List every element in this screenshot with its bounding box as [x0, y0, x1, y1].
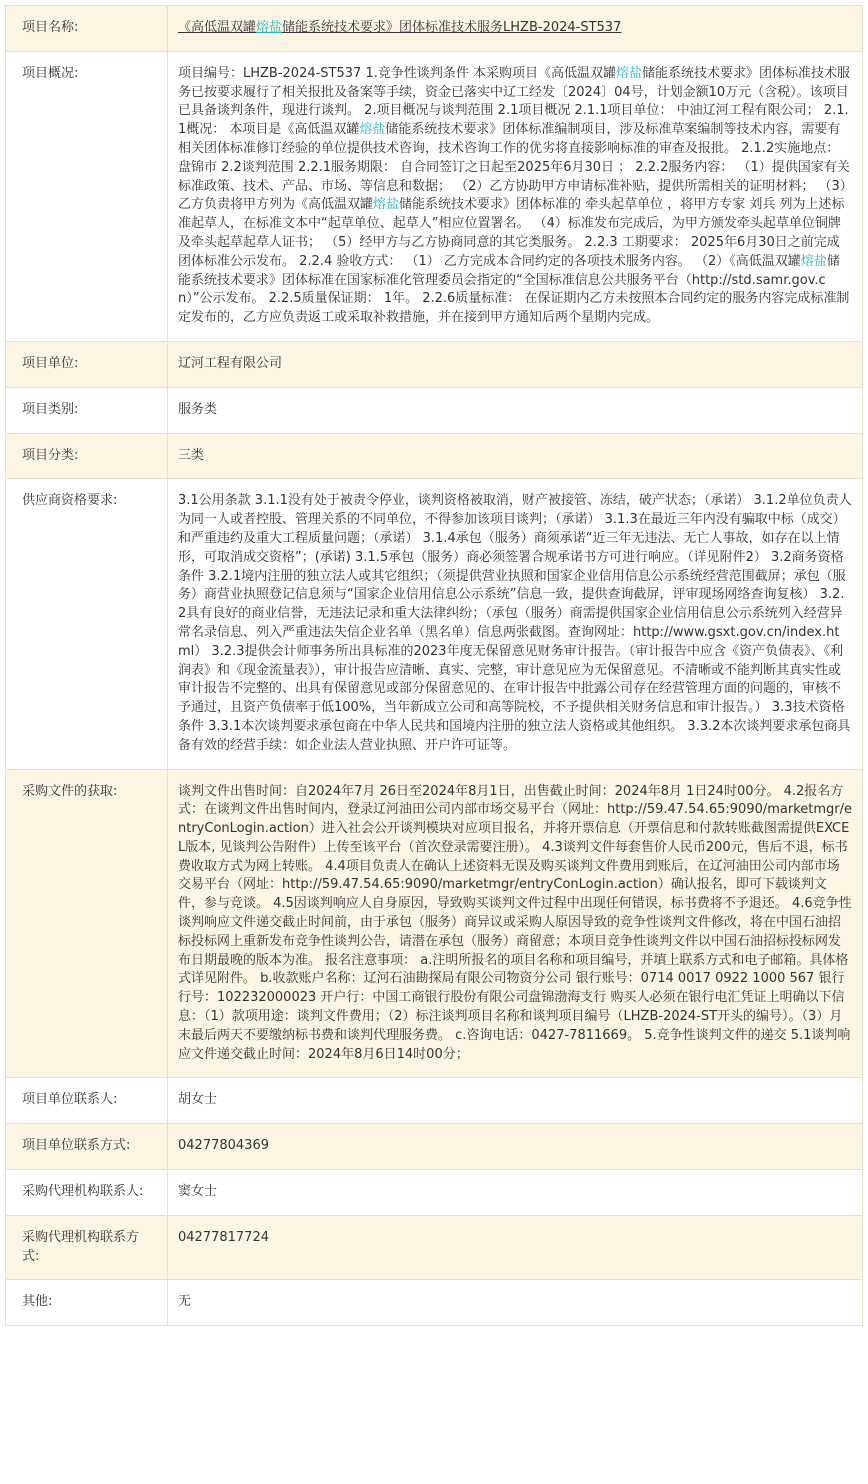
value-text: 无 — [178, 1294, 192, 1310]
unit-contact-phone-label: 项目单位联系方式: — [6, 1124, 168, 1170]
project-category-value — [168, 387, 863, 433]
value-text: 储能系统技术要求》团体标准技术服务已按要求履行了相关报批及备案等手续，资金已落实中辽工经发〔2024〕04号，计划金额10万元（含税）。该项目已具备谈判条件，现进行谈判。 2.项目概况与谈判范围 2.1项目概况 2.1.1项目单位： 中油辽河工程有限公司； 2.1.1概况： 本项目是《高低温双罐 — [178, 65, 851, 138]
agency-contact-value — [168, 1170, 863, 1216]
project-class-label: 项目分类: — [6, 433, 168, 479]
agency-contact-phone-row — [6, 1215, 863, 1280]
value-text: 3.1公用条款 3.1.1没有处于被责令停业，谈判资格被取消，财产被接管、冻结，破产状态；（承诺） 3.1.2单位负责人为同一人或者控股、管理关系的不同单位，不得参加该项目谈判；（承诺） 3.1.3在最近三年内没有骗取中标（成交）和严重违约及重大工程质量问题；（承诺） 3.1.4承包（服务）商须承诺“近三年无违法、无亡人事故，如存在以上情形，可取消成交资格”；(承诺) 3.1.5承包（服务）商必须签署合规承诺书方可进行响应。（详见附件2） 3.2商务资格条件 3.2.1境内注册的独立法人或其它组织；（须提供营业执照和国家企业信用信息公示系统经营范围截屏；承包（服务）商营业执照登记信息须与“国家企业信用信息公示系统”信息一致，提供查询截屏，评审现场网络查询复核） 3.2.2具有良好的商业信誉，无违法记录和重大法律纠纷；（承包（服务）商需提供国家企业信用信息公示系统列入经营异常名录信息、列入严重违法失信企业名单（黑名单）信息两张截图。查询网址：http://www.gsxt.gov.cn/index.html） 3.2.3提供会计师事务所出具标准的2023年度无保留意见财务审计报告。（审计报告中应含《资产负债表》、《利润表》和《现金流量表》），审计报告应清晰、真实、完整，审计意见应为无保留意见。不清晰或不能判断其真实性或审计报告不完整的、出具有保留意见或部分保留意见的、在审计报告中批露公司存在经营管理方面的问题的，审核不予通过，且资产负债率于低100%，当年新成立公司和高等院校，不予提供相关财务信息和审计报告。） 3.3技术资格条件 3.3.1本次谈判要求承包商在中华人民共和国境内注册的独立法人资格或其他组织。 3.3.2本次谈判要求承包商具备有效的经营手续：如企业法人营业执照、开户许可证等。 — [178, 493, 852, 753]
supplier-qualification-label: 供应商资格要求: — [6, 479, 168, 769]
value-text[interactable]: 储能系统技术要求》团体标准技术服务LHZB-2024-ST537 — [282, 20, 622, 35]
project-category-row — [6, 387, 863, 433]
procurement-docs-row — [6, 769, 863, 1078]
value-text: 储能系统技术要求》团体标准在国家标准化管理委员会指定的“全国标准信息公共服务平台（http://std.samr.gov.cn）”公示发布。 2.2.5质量保证期： 1年。 2.2.6质量标准： 在保证期内乙方未按照本合同约定的服务内容完成标准制定发布的，乙方应负责返工或采取补救措施，并在接到甲方通知后两个星期内完成。 — [178, 253, 850, 326]
other-value — [168, 1280, 863, 1326]
agency-contact-label: 采购代理机构联系人: — [6, 1170, 168, 1216]
unit-contact-phone-value — [168, 1124, 863, 1170]
value-text: 三类 — [178, 447, 205, 463]
unit-contact-value — [168, 1078, 863, 1124]
keyword-highlight[interactable]: 熔盐 — [256, 20, 283, 35]
value-text: 窦女士 — [178, 1184, 218, 1200]
value-text: 胡女士 — [178, 1092, 218, 1108]
value-text: 04277804369 — [178, 1138, 269, 1154]
other-row — [6, 1280, 863, 1326]
other-label: 其他: — [6, 1280, 168, 1326]
project-category-label: 项目类别: — [6, 387, 168, 433]
value-text: 04277817724 — [178, 1229, 269, 1245]
keyword-highlight: 熔盐 — [373, 197, 400, 213]
project-class-value — [168, 433, 863, 479]
project-info-table — [5, 5, 863, 1326]
value-text: 辽河工程有限公司 — [178, 355, 283, 371]
unit-contact-label: 项目单位联系人: — [6, 1078, 168, 1124]
project-overview-label: 项目概况: — [6, 51, 168, 341]
project-class-row — [6, 433, 863, 479]
project-name-value — [168, 6, 863, 52]
value-text: 储能系统技术要求》团体标准的 牵头起草单位 ，将甲方专家 刘兵 列为上述标准起草人，在标准文本中“起草单位、起草人”相应位置署名。 （4）标准发布完成后，为甲方颁发牵头起草单位铜牌及牵头起草起草人证书； （5）经甲方与乙方协商同意的其它类服务。 2.2.3 工期要求： 2025年6月30日之前完成团体标准公示发布。 2.2.4 验收方式： （1） 乙方完成本合同约定的各项技术服务内容。 （2）《高低温双罐 — [178, 197, 845, 269]
unit-contact-row — [6, 1078, 863, 1124]
project-overview-row — [6, 51, 863, 341]
project-name-label: 项目名称: — [6, 6, 168, 52]
value-text: 储能系统技术要求》团体标准编制项目，涉及标准草案编制等技术内容，需要有相关团体标准修订经验的单位提供技术咨询，技术咨询工作的优劣将直接影响标准的审查及报批。 2.1.2实施地点：盘锦市 2.2谈判范围 2.2.1服务期限： 自合同签订之日起至2025年6月30日 ； 2.2.2服务内容： （1）提供国家有关标准政策、技术、产品、市场、等信息和数据； （2）乙方协助甲方申请标准补贴，提供所需相关的证明材料； （3）乙方负责将甲方列为《高低温双罐 — [178, 122, 850, 213]
project-name-row — [6, 6, 863, 52]
keyword-highlight: 熔盐 — [615, 65, 642, 81]
value-text: 谈判文件出售时间：自2024年7月 26日至2024年8月1日，出售截止时间：2024年8月 1日24时00分。 4.2报名方式：在谈判文件出售时间内，登录辽河油田公司内部市场交易平台（网址：http://59.47.54.65:9090/marketmgr/entryConLogin.action）进入社会公开谈判模块对应项目报名，并将开票信息（开票信息和付款转账截图需提供EXCEL版本, 见谈判公告附件）上传至该平台（首次登录需要注册）。 4.3谈判文件每套售价人民币200元，售后不退，标书费收取方式为网上转账。 4.4项目负责人在确认上述资料无误及购买谈判文件费用到账后，在辽河油田公司内部市场交易平台（网址：http://59.47.54.65:9090/marketmgr/entryConLogin.action）确认报名，即可下载谈判文件，参与竞谈。 4.5因谈判响应人自身原因，导致购买谈判文件过程中出现任何错误，标书费将不予退还。 4.6竞争性谈判响应文件递交截止时间前，由于承包（服务）商异议或采购人原因导致的竞争性谈判文件修改，将在中国石油招标投标网上重新发布竞争性谈判公告，请潜在承包（服务）商留意；本项目竞争性谈判文件以中国石油招标投标网发布日期最晚的版本为准。 报名注意事项： a.注明所报名的项目名称和项目编号，并填上联系方式和电子邮箱。具体格式详见附件。 b.收款账户名称：辽河石油勘探局有限公司物资分公司 银行账号：0714 0017 0922 1000 567 银行行号：102232000023 开户行：中国工商银行股份有限公司盘锦渤海支行 购买人必须在银行电汇凭证上明确以下信息：（1）款项用途：谈判文件费用；（2）标注谈判项目名称和谈判项目编号（LHZB-2024-ST开头的编号）。（3）月末最后两天不要缴纳标书费和谈判代理服务费。 c.咨询电话：0427-7811669。 5.竞争性谈判文件的递交 5.1谈判响应文件递交截止时间：2024年8月6日14时00分； — [178, 783, 853, 1062]
supplier-qualification-value — [168, 479, 863, 769]
procurement-docs-label: 采购文件的获取: — [6, 769, 168, 1078]
project-unit-label: 项目单位: — [6, 341, 168, 387]
project-info-rows — [6, 6, 863, 1326]
value-text: 服务类 — [178, 401, 218, 417]
supplier-qualification-row — [6, 479, 863, 769]
keyword-highlight: 熔盐 — [359, 122, 386, 138]
project-unit-value — [168, 341, 863, 387]
agency-contact-row — [6, 1170, 863, 1216]
keyword-highlight: 熔盐 — [800, 253, 827, 269]
agency-contact-phone-label: 采购代理机构联系方式: — [6, 1215, 168, 1280]
project-overview-value — [168, 51, 863, 341]
agency-contact-phone-value — [168, 1215, 863, 1280]
value-text: 项目编号：LHZB-2024-ST537 1.竞争性谈判条件 本采购项目《高低温双罐 — [178, 65, 616, 81]
unit-contact-phone-row — [6, 1124, 863, 1170]
procurement-docs-value — [168, 769, 863, 1078]
value-text[interactable]: 《高低温双罐 — [178, 20, 257, 35]
project-unit-row — [6, 341, 863, 387]
